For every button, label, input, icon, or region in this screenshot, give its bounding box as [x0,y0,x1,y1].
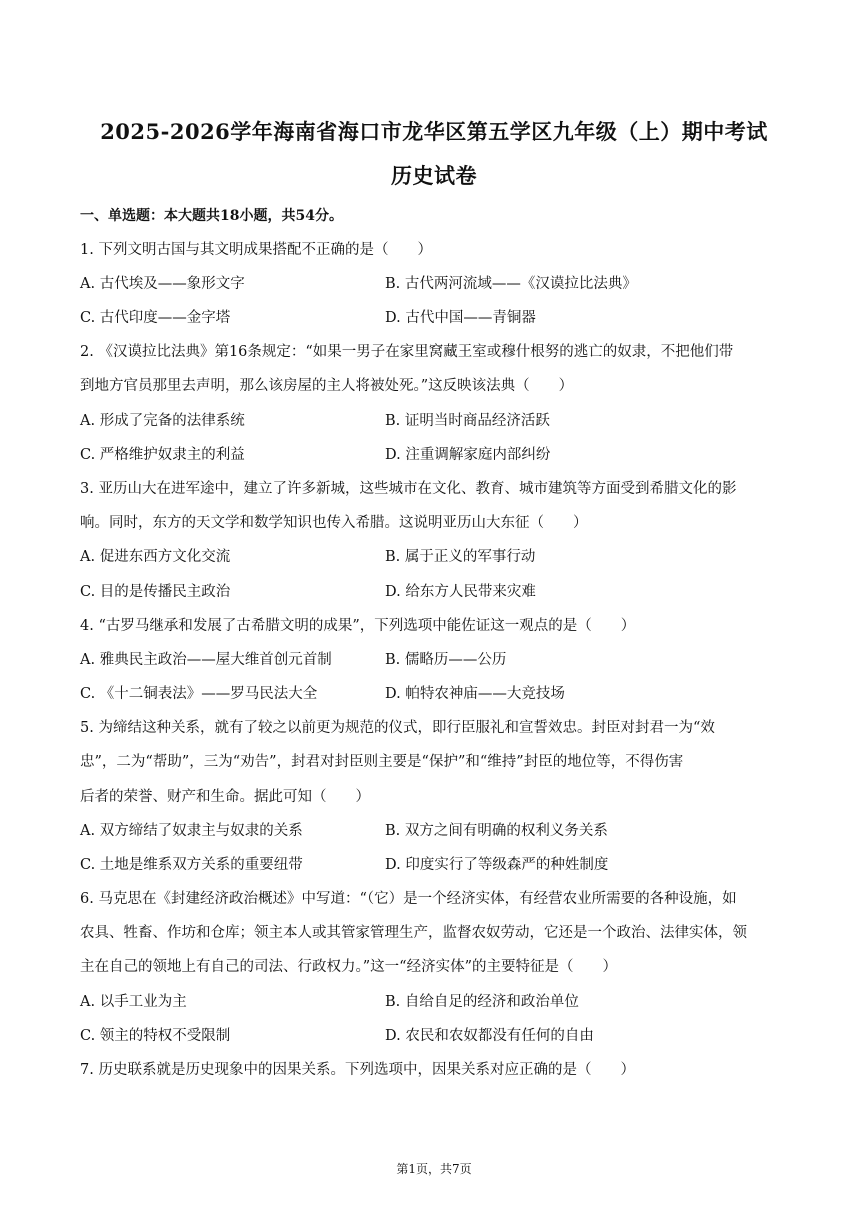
question-5-text-line-3: 后者的荣誉、财产和生命。据此可知（ ） [80,789,370,805]
question-4-option-c: C. 《十二铜表法》——罗马民法大全 [80,686,318,702]
exam-title: 2025-2026学年海南省海口市龙华区第五学区九年级（上）期中考试 [100,119,768,144]
question-6-option-b: B. 自给自足的经济和政治单位 [385,994,579,1010]
question-5-option-d: D. 印度实行了等级森严的种姓制度 [385,857,609,873]
question-4-option-d: D. 帕特农神庙——大竞技场 [385,686,565,702]
question-6-option-d: D. 农民和农奴都没有任何的自由 [385,1028,594,1044]
question-5-text-line-2: 忠”，二为“帮助”，三为“劝告”，封君对封臣则主要是“保护”和“维持”封臣的地位等，不得伤害 [80,754,684,770]
question-1-option-c: C. 古代印度——金字塔 [80,310,231,326]
question-3-text-line-1: 3. 亚历山大在进军途中，建立了许多新城，这些城市在文化、教育、城市建筑等方面受到希腊文化的影 [80,481,737,497]
question-3-option-d: D. 给东方人民带来灾难 [385,584,536,600]
question-2-option-d: D. 注重调解家庭内部纠纷 [385,447,551,463]
question-1-option-a: A. 古代埃及——象形文字 [80,276,245,292]
question-7-text: 7. 历史联系就是历史现象中的因果关系。下列选项中，因果关系对应正确的是（ ） [80,1062,635,1078]
question-5-option-b: B. 双方之间有明确的权利义务关系 [385,823,608,839]
question-3-option-a: A. 促进东西方文化交流 [80,549,231,565]
question-3-text-line-2: 响。同时，东方的天文学和数学知识也传入希腊。这说明亚历山大东征（ ） [80,515,588,531]
question-1-option-b: B. 古代两河流域——《汉谟拉比法典》 [385,276,637,292]
question-5-option-a: A. 双方缔结了奴隶主与奴隶的关系 [80,823,303,839]
question-2-option-a: A. 形成了完备的法律系统 [80,413,245,429]
question-2-text-line-2: 到地方官员那里去声明，那么该房屋的主人将被处死。”这反映该法典（ ） [80,378,574,394]
question-4-option-b: B. 儒略历——公历 [385,652,507,668]
question-4-option-a: A. 雅典民主政治——屋大维首创元首制 [80,652,332,668]
exam-subtitle: 历史试卷 [391,163,477,188]
section-heading: 一、单选题：本大题共18小题，共54分。 [80,208,343,224]
question-6-text-line-2: 农具、牲畜、作坊和仓库；领主本人或其管家管理生产，监督农奴劳动，它还是一个政治、法律实体，领 [80,925,747,941]
question-1-text: 1. 下列文明古国与其文明成果搭配不正确的是（ ） [80,242,432,258]
question-2-option-b: B. 证明当时商品经济活跃 [385,413,550,429]
question-5-option-c: C. 土地是维系双方关系的重要纽带 [80,857,303,873]
question-2-text-line-1: 2. 《汉谟拉比法典》第16条规定：“如果一男子在家里窝藏王室或穆什根努的逃亡的奴隶，不把他们带 [80,344,734,360]
question-5-text-line-1: 5. 为缔结这种关系，就有了较之以前更为规范的仪式，即行臣服礼和宣誓效忠。封臣对封君一为“效 [80,720,715,736]
question-3-option-c: C. 目的是传播民主政治 [80,584,231,600]
question-6-text-line-1: 6. 马克思在《封建经济政治概述》中写道：“（它）是一个经济实体，有经营农业所需要的各种设施，如 [80,891,737,907]
question-3-option-b: B. 属于正义的军事行动 [385,549,536,565]
question-6-option-a: A. 以手工业为主 [80,994,187,1010]
question-2-option-c: C. 严格维护奴隶主的利益 [80,447,245,463]
page-footer: 第1页，共7页 [396,1162,472,1176]
question-4-text: 4. “古罗马继承和发展了古希腊文明的成果”，下列选项中能佐证这一观点的是（ ） [80,618,636,634]
question-6-option-c: C. 领主的特权不受限制 [80,1028,231,1044]
question-1-option-d: D. 古代中国——青铜器 [385,310,536,326]
question-6-text-line-3: 主在自己的领地上有自己的司法、行政权力。”这一“经济实体”的主要特征是（ ） [80,959,617,975]
